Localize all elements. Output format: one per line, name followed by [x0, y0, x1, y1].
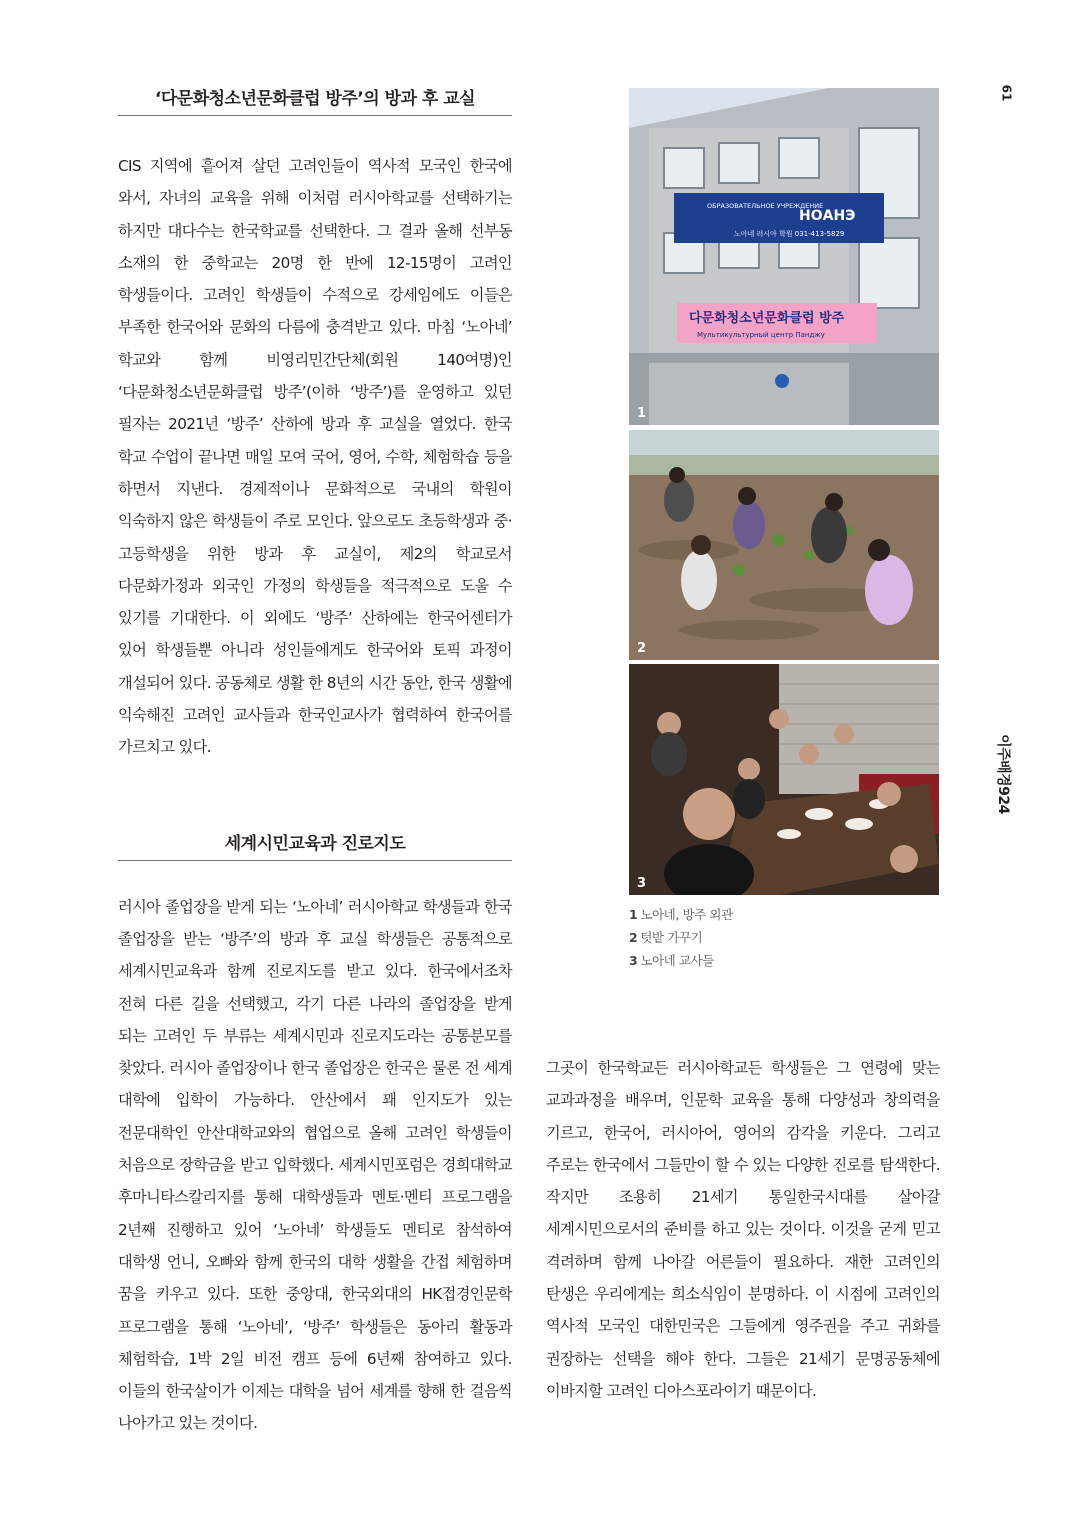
- caption-line: 1 노아네, 방주 외관: [629, 907, 733, 922]
- photo-garden: [629, 430, 939, 660]
- section-heading: 세계시민교육과 진로지도: [118, 829, 512, 861]
- section-heading: ‘다문화청소년문화클럽 방주’의 방과 후 교실: [118, 84, 512, 116]
- body-paragraph-continued: 그곳이 한국학교든 러시아학교든 학생들은 그 연령에 맞는 교과과정을 배우며, 인문학 교육을 통해 다양성과 창의력을 기르고, 한국어, 러시아어, 영어의 감각을 키운다. 그리고 주로는 한국에서 그들만이 할 수 있는 다양한 진로를 탐색한다. 작지만 조용히 21세기 통일한국시대를 살아갈 세계시민으로서의 준비를 하고 있는 것이다. 이것을 굳게 믿고 격려하며 함께 나아갈 어른들이 필요하다. 재한 고려인의 탄생은 우리에게는 희소식임이 분명하다. 이 시점에 고려인의 역사적 모국인 대한민국은 그들에게 영주권을 주고 귀화를 권장하는 선택을 해야 한다. 그들은 21세기 문명공동체에 이바지할 고려인 디아스포라이기 때문이다.: [546, 1059, 940, 1400]
- side-running-title: 이주배경924: [995, 734, 1011, 814]
- photo-building-exterior: [629, 88, 939, 425]
- sign-main-text: 다문화청소년문화클럽 방주: [689, 311, 845, 326]
- caption-line: 2 텃밭 가꾸기: [629, 930, 703, 945]
- body-paragraph: 러시아 졸업장을 받게 되는 ‘노아네’ 러시아학교 학생들과 한국 졸업장을 받는 ‘방주’의 방과 후 교실 학생들은 공통적으로 세계시민교육과 함께 진로지도를 받고 있다. 한국에서조차 전혀 다른 길을 선택했고, 각기 다른 나라의 졸업장을 받게 되는 고려인 두 부류는 세계시민과 진로지도라는 공통분모를 찾았다. 러시아 졸업장이나 한국 졸업장은 한국은 물론 전 세계 대학에 입학이 가능하다. 안산에서 꽤 인지도가 있는 전문대학인 안산대학교와의 협업으로 올해 고려인 학생들이 처음으로 장학금을 받고 입학했다. 세계시민포럼은 경희대학교 후마니타스칼리지를 통해 대학생들과 멘토·멘티 프로그램을 2년째 진행하고 있어 ‘노아네’ 학생들도 멘티로 참석하여 대학생 언니, 오빠와 함께 한국의 대학 생활을 간접 체험하며 꿈을 키우고 있다. 또한 중앙대, 한국외대의 HK접경인문학 프로그램을 통해 ‘노아네’, ‘방주’ 학생들은 동아리 활동과 체험학습, 1박 2일 비전 캠프 등에 6년째 참여하고 있다. 이들의 한국살이가 이제는 대학을 넘어 세계를 향해 한 걸음씩 나아가고 있는 것이다.: [118, 897, 512, 1433]
- photo-teachers-dinner: [629, 664, 939, 895]
- right-column: [546, 1052, 940, 1407]
- body-paragraph: CIS 지역에 흩어져 살던 고려인들이 역사적 모국인 한국에 와서, 자녀의 교육을 위해 이처럼 러시아학교를 선택하기는 하지만 대다수는 한국학교를 선택한다. 그 결과 올해 선부동 소재의 한 중학교는 20명 한 반에 12-15명이 고려인 학생들이다. 고려인 학생들이 수적으로 강세임에도 이들은 부족한 한국어와 문화의 다름에 충격받고 있다. 마침 ‘노아네’ 학교와 함께 비영리민간단체(회원 140여명)인 ‘다문화청소년문화클럽 방주’(이하 ‘방주’)를 운영하고 있던 필자는 2021년 ‘방주’ 산하에 방과 후 교실을 열었다. 한국 학교 수업이 끝나면 매일 모여 국어, 영어, 수학, 체험학습 등을 하면서 지낸다. 경제적이나 문화적으로 국내의 학원이 익숙하지 않은 학생들이 주로 모인다. 앞으로도 초등학생과 중·고등학생을 위한 방과 후 교실이, 제2의 학교로서 다문화가정과 외국인 가정의 학생들을 적극적으로 도울 수 있기를 기대한다. 이 외에도 ‘방주’ 산하에는 한국어센터가 있어 학생들뿐 아니라 성인들에게도 한국어와 토픽 과정이 개설되어 있다. 공동체로 생활 한 8년의 시간 동안, 한국 생활에 익숙해진 고려인 교사들과 한국인교사가 협력하여 한국어를 가르치고 있다.: [118, 157, 512, 757]
- page-number: 61: [999, 84, 1014, 102]
- sign-top-text: ОБРАЗОВАТЕЛЬНОЕ УЧРЕЖДЕНИЕ: [707, 202, 824, 210]
- photo-number: 2: [637, 641, 647, 656]
- left-column: [118, 84, 512, 1440]
- caption-line: 3 노아네 교사들: [629, 953, 714, 968]
- photo-captions: [629, 903, 733, 972]
- sign-brand-text: НОАНЭ: [799, 208, 856, 224]
- sign-ru-text: Мультикультурный центр Панджу: [697, 331, 825, 339]
- photo-number: 1: [637, 406, 647, 421]
- photo-number: 3: [637, 876, 647, 891]
- sign-sub-text: 노아네 러시아 학원 031-413-5829: [734, 230, 845, 238]
